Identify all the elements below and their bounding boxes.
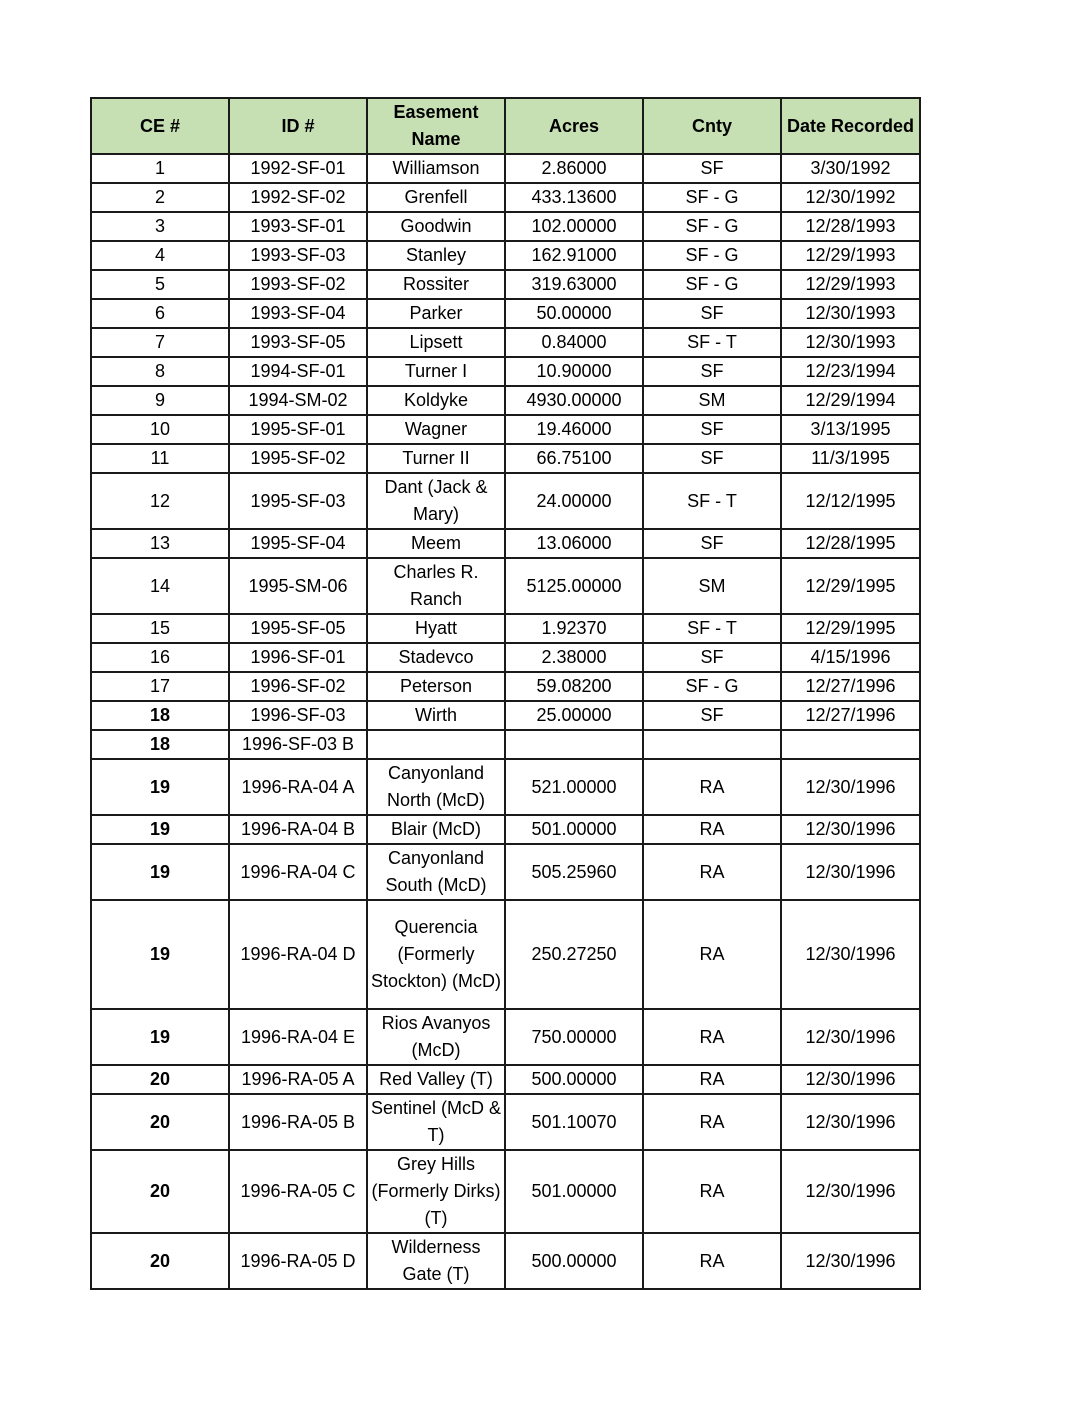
cell-ce-number: 20	[91, 1150, 229, 1233]
table-row	[91, 900, 920, 1009]
cell-easement-name: Wagner	[367, 415, 505, 444]
cell-acres: 433.13600	[505, 183, 643, 212]
cell-date-recorded: 3/30/1992	[781, 154, 920, 183]
cell-date-recorded: 12/30/1996	[781, 1233, 920, 1289]
cell-easement-name: Rios Avanyos (McD)	[367, 1009, 505, 1065]
cell-acres	[505, 730, 643, 759]
cell-id-number: 1996-SF-03	[229, 701, 367, 730]
cell-easement-name: Canyonland South (McD)	[367, 844, 505, 900]
header-acres: Acres	[505, 98, 643, 154]
header-date-recorded: Date Recorded	[781, 98, 920, 154]
cell-date-recorded: 12/29/1993	[781, 241, 920, 270]
cell-county	[643, 730, 781, 759]
table-row	[91, 844, 920, 900]
cell-ce-number: 6	[91, 299, 229, 328]
cell-easement-name: Stadevco	[367, 643, 505, 672]
cell-id-number: 1993-SF-03	[229, 241, 367, 270]
cell-easement-name: Querencia (Formerly Stockton) (McD)	[367, 900, 505, 1009]
cell-ce-number: 13	[91, 529, 229, 558]
cell-date-recorded: 12/30/1996	[781, 1150, 920, 1233]
table-row	[91, 1009, 920, 1065]
cell-ce-number: 19	[91, 1009, 229, 1065]
cell-county: RA	[643, 1150, 781, 1233]
cell-date-recorded: 12/28/1993	[781, 212, 920, 241]
cell-date-recorded: 3/13/1995	[781, 415, 920, 444]
table-row	[91, 328, 920, 357]
cell-date-recorded: 12/30/1996	[781, 844, 920, 900]
cell-easement-name: Blair (McD)	[367, 815, 505, 844]
cell-date-recorded: 12/30/1996	[781, 900, 920, 1009]
cell-easement-name: Grenfell	[367, 183, 505, 212]
cell-id-number: 1995-SF-01	[229, 415, 367, 444]
cell-date-recorded: 12/27/1996	[781, 701, 920, 730]
cell-id-number: 1996-RA-04 D	[229, 900, 367, 1009]
cell-acres: 1.92370	[505, 614, 643, 643]
cell-date-recorded: 12/29/1994	[781, 386, 920, 415]
table-row	[91, 558, 920, 614]
cell-ce-number: 20	[91, 1094, 229, 1150]
cell-ce-number: 15	[91, 614, 229, 643]
cell-ce-number: 20	[91, 1233, 229, 1289]
table-row	[91, 529, 920, 558]
cell-county: SF	[643, 154, 781, 183]
cell-acres: 10.90000	[505, 357, 643, 386]
cell-easement-name: Hyatt	[367, 614, 505, 643]
cell-county: RA	[643, 1009, 781, 1065]
table-header-row	[91, 98, 920, 154]
table-row	[91, 154, 920, 183]
cell-id-number: 1995-SM-06	[229, 558, 367, 614]
table-row	[91, 643, 920, 672]
table-row	[91, 730, 920, 759]
cell-county: SM	[643, 558, 781, 614]
cell-id-number: 1996-RA-04 B	[229, 815, 367, 844]
cell-county: SF	[643, 643, 781, 672]
cell-id-number: 1996-SF-03 B	[229, 730, 367, 759]
cell-date-recorded: 12/30/1996	[781, 815, 920, 844]
cell-county: RA	[643, 1233, 781, 1289]
cell-date-recorded	[781, 730, 920, 759]
cell-acres: 501.00000	[505, 1150, 643, 1233]
cell-ce-number: 19	[91, 759, 229, 815]
cell-id-number: 1996-SF-02	[229, 672, 367, 701]
cell-id-number: 1996-RA-05 D	[229, 1233, 367, 1289]
cell-date-recorded: 12/29/1995	[781, 558, 920, 614]
cell-id-number: 1996-RA-05 B	[229, 1094, 367, 1150]
cell-id-number: 1993-SF-04	[229, 299, 367, 328]
cell-date-recorded: 12/29/1993	[781, 270, 920, 299]
cell-county: SF	[643, 529, 781, 558]
cell-ce-number: 11	[91, 444, 229, 473]
cell-easement-name: Charles R. Ranch	[367, 558, 505, 614]
cell-date-recorded: 12/30/1996	[781, 759, 920, 815]
cell-ce-number: 8	[91, 357, 229, 386]
table-row	[91, 815, 920, 844]
cell-date-recorded: 12/30/1996	[781, 1094, 920, 1150]
cell-easement-name: Lipsett	[367, 328, 505, 357]
cell-county: SF	[643, 299, 781, 328]
cell-date-recorded: 12/28/1995	[781, 529, 920, 558]
cell-acres: 5125.00000	[505, 558, 643, 614]
cell-ce-number: 20	[91, 1065, 229, 1094]
cell-easement-name: Koldyke	[367, 386, 505, 415]
cell-county: SF - T	[643, 614, 781, 643]
cell-ce-number: 10	[91, 415, 229, 444]
table-row	[91, 1150, 920, 1233]
table-row	[91, 672, 920, 701]
header-ce: CE #	[91, 98, 229, 154]
cell-acres: 102.00000	[505, 212, 643, 241]
cell-id-number: 1996-RA-04 E	[229, 1009, 367, 1065]
cell-ce-number: 16	[91, 643, 229, 672]
cell-id-number: 1992-SF-01	[229, 154, 367, 183]
cell-county: SF - T	[643, 473, 781, 529]
table-row	[91, 299, 920, 328]
table-row	[91, 701, 920, 730]
table-body	[91, 154, 920, 1289]
header-cnty: Cnty	[643, 98, 781, 154]
cell-id-number: 1996-RA-04 C	[229, 844, 367, 900]
cell-acres: 500.00000	[505, 1065, 643, 1094]
cell-easement-name: Meem	[367, 529, 505, 558]
cell-id-number: 1992-SF-02	[229, 183, 367, 212]
cell-ce-number: 14	[91, 558, 229, 614]
cell-ce-number: 19	[91, 844, 229, 900]
table-row	[91, 270, 920, 299]
cell-easement-name: Canyonland North (McD)	[367, 759, 505, 815]
cell-county: SF - G	[643, 212, 781, 241]
cell-easement-name: Williamson	[367, 154, 505, 183]
table-row	[91, 1094, 920, 1150]
cell-ce-number: 12	[91, 473, 229, 529]
cell-date-recorded: 4/15/1996	[781, 643, 920, 672]
cell-acres: 25.00000	[505, 701, 643, 730]
cell-acres: 500.00000	[505, 1233, 643, 1289]
cell-ce-number: 3	[91, 212, 229, 241]
cell-county: SF - G	[643, 241, 781, 270]
cell-ce-number: 19	[91, 815, 229, 844]
cell-easement-name: Wirth	[367, 701, 505, 730]
cell-county: SF - G	[643, 672, 781, 701]
cell-date-recorded: 12/30/1996	[781, 1009, 920, 1065]
cell-county: RA	[643, 759, 781, 815]
cell-id-number: 1996-SF-01	[229, 643, 367, 672]
cell-acres: 66.75100	[505, 444, 643, 473]
cell-county: RA	[643, 1065, 781, 1094]
cell-date-recorded: 12/30/1996	[781, 1065, 920, 1094]
table-row	[91, 759, 920, 815]
cell-easement-name: Rossiter	[367, 270, 505, 299]
table-row	[91, 1065, 920, 1094]
cell-easement-name: Red Valley (T)	[367, 1065, 505, 1094]
cell-ce-number: 19	[91, 900, 229, 1009]
cell-county: SF - T	[643, 328, 781, 357]
cell-ce-number: 17	[91, 672, 229, 701]
cell-ce-number: 18	[91, 730, 229, 759]
table-row	[91, 212, 920, 241]
cell-acres: 250.27250	[505, 900, 643, 1009]
cell-id-number: 1993-SF-02	[229, 270, 367, 299]
cell-ce-number: 9	[91, 386, 229, 415]
cell-id-number: 1994-SM-02	[229, 386, 367, 415]
cell-county: SM	[643, 386, 781, 415]
table-row	[91, 473, 920, 529]
cell-id-number: 1993-SF-01	[229, 212, 367, 241]
cell-county: SF	[643, 701, 781, 730]
cell-acres: 0.84000	[505, 328, 643, 357]
cell-ce-number: 2	[91, 183, 229, 212]
table-row	[91, 183, 920, 212]
cell-ce-number: 7	[91, 328, 229, 357]
table-row	[91, 415, 920, 444]
cell-county: RA	[643, 1094, 781, 1150]
cell-county: SF	[643, 415, 781, 444]
cell-county: RA	[643, 815, 781, 844]
cell-easement-name: Turner II	[367, 444, 505, 473]
cell-acres: 24.00000	[505, 473, 643, 529]
cell-acres: 19.46000	[505, 415, 643, 444]
cell-ce-number: 5	[91, 270, 229, 299]
cell-county: SF	[643, 444, 781, 473]
cell-id-number: 1993-SF-05	[229, 328, 367, 357]
cell-date-recorded: 12/12/1995	[781, 473, 920, 529]
cell-id-number: 1994-SF-01	[229, 357, 367, 386]
cell-acres: 750.00000	[505, 1009, 643, 1065]
table-row	[91, 357, 920, 386]
header-id: ID #	[229, 98, 367, 154]
cell-date-recorded: 12/30/1993	[781, 328, 920, 357]
cell-easement-name: Dant (Jack & Mary)	[367, 473, 505, 529]
cell-ce-number: 1	[91, 154, 229, 183]
cell-easement-name	[367, 730, 505, 759]
cell-acres: 319.63000	[505, 270, 643, 299]
cell-easement-name: Goodwin	[367, 212, 505, 241]
cell-id-number: 1995-SF-03	[229, 473, 367, 529]
table-row	[91, 241, 920, 270]
cell-easement-name: Grey Hills (Formerly Dirks) (T)	[367, 1150, 505, 1233]
header-easement-name: Easement Name	[367, 98, 505, 154]
table-row	[91, 1233, 920, 1289]
cell-county: SF - G	[643, 270, 781, 299]
cell-easement-name: Wilderness Gate (T)	[367, 1233, 505, 1289]
cell-acres: 2.38000	[505, 643, 643, 672]
cell-ce-number: 18	[91, 701, 229, 730]
cell-date-recorded: 12/29/1995	[781, 614, 920, 643]
cell-easement-name: Stanley	[367, 241, 505, 270]
cell-easement-name: Peterson	[367, 672, 505, 701]
cell-id-number: 1996-RA-05 C	[229, 1150, 367, 1233]
table-row	[91, 614, 920, 643]
cell-acres: 4930.00000	[505, 386, 643, 415]
table-row	[91, 386, 920, 415]
cell-acres: 50.00000	[505, 299, 643, 328]
cell-id-number: 1995-SF-05	[229, 614, 367, 643]
cell-county: RA	[643, 844, 781, 900]
cell-date-recorded: 11/3/1995	[781, 444, 920, 473]
cell-id-number: 1995-SF-04	[229, 529, 367, 558]
cell-easement-name: Parker	[367, 299, 505, 328]
cell-acres: 2.86000	[505, 154, 643, 183]
cell-id-number: 1996-RA-04 A	[229, 759, 367, 815]
cell-id-number: 1995-SF-02	[229, 444, 367, 473]
cell-acres: 501.00000	[505, 815, 643, 844]
cell-acres: 505.25960	[505, 844, 643, 900]
cell-date-recorded: 12/30/1993	[781, 299, 920, 328]
cell-date-recorded: 12/27/1996	[781, 672, 920, 701]
cell-date-recorded: 12/30/1992	[781, 183, 920, 212]
table-row	[91, 444, 920, 473]
cell-ce-number: 4	[91, 241, 229, 270]
cell-acres: 13.06000	[505, 529, 643, 558]
cell-acres: 59.08200	[505, 672, 643, 701]
cell-id-number: 1996-RA-05 A	[229, 1065, 367, 1094]
cell-county: SF	[643, 357, 781, 386]
cell-date-recorded: 12/23/1994	[781, 357, 920, 386]
cell-county: RA	[643, 900, 781, 1009]
cell-acres: 521.00000	[505, 759, 643, 815]
cell-easement-name: Sentinel (McD & T)	[367, 1094, 505, 1150]
cell-acres: 501.10070	[505, 1094, 643, 1150]
cell-easement-name: Turner I	[367, 357, 505, 386]
cell-county: SF - G	[643, 183, 781, 212]
cell-acres: 162.91000	[505, 241, 643, 270]
easement-table	[90, 97, 921, 1290]
